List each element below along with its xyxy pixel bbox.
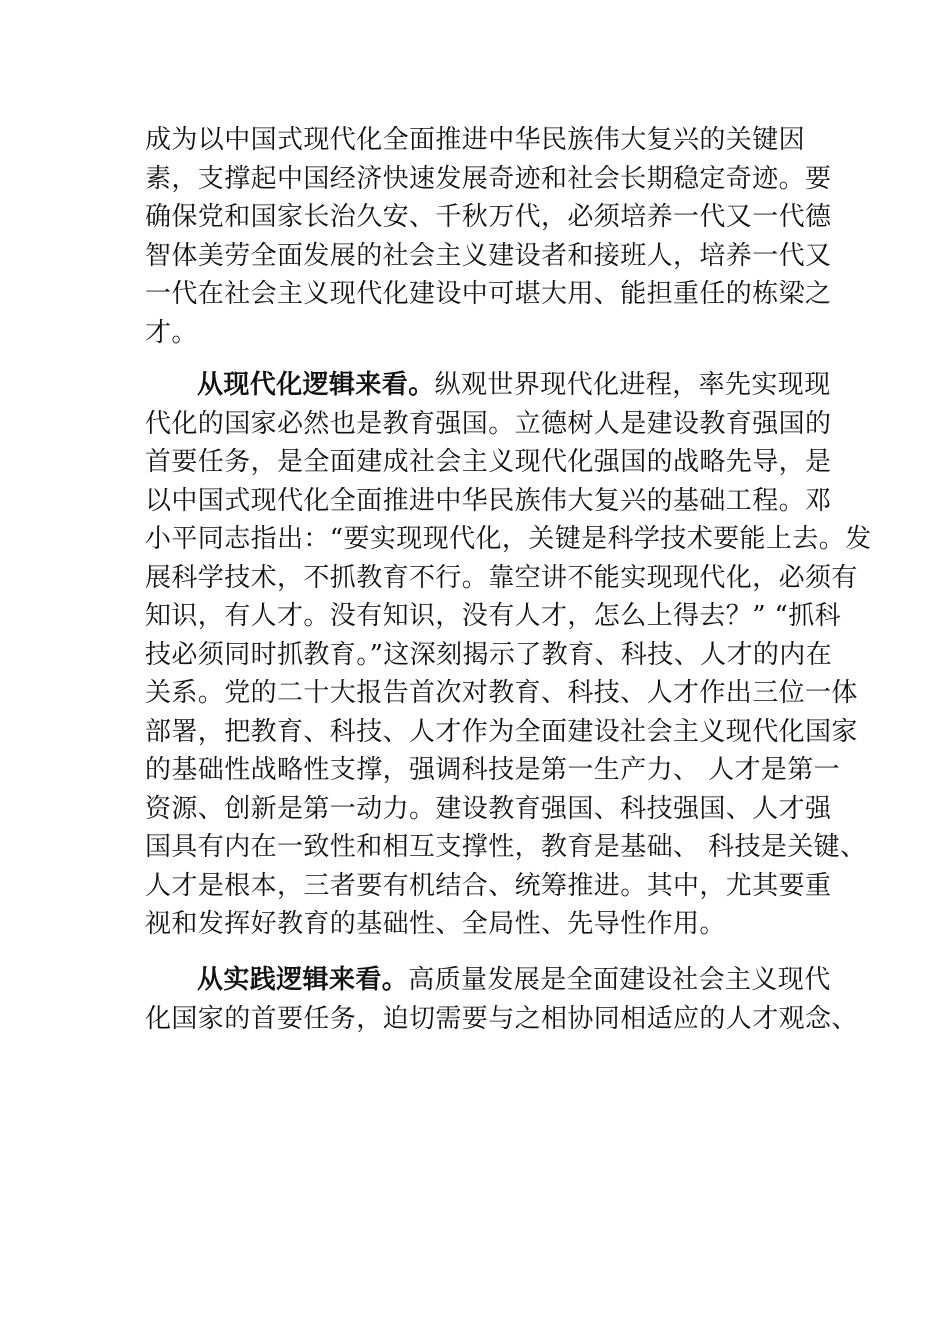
text-line: 才。 <box>145 317 198 348</box>
text-line: 知识，有人才。没有知识，没有人才，怎么上得去？” “抓科 <box>145 601 842 631</box>
text-line: 以中国式现代化全面推进中华民族伟大复兴的基础工程。邓 <box>145 485 832 516</box>
text-line: 一代在社会主义现代化建设中可堪大用、能担重任的栋梁之 <box>145 279 832 309</box>
paragraph-lead-heading: 从实践逻辑来看。 <box>197 965 409 995</box>
text-line: 资源、创新是第一动力。建设教育强国、科技强国、人才强 <box>145 793 832 824</box>
text-run: 高质量发展是全面建设社会主义现代 <box>408 965 831 995</box>
text-line: 智体美劳全面发展的社会主义建设者和接班人，培养一代又 <box>145 240 832 271</box>
text-line: 展科学技术，不抓教育不行。靠空讲不能实现现代化，必须有 <box>145 562 858 593</box>
text-line: 素，支撑起中国经济快速发展奇迹和社会长期稳定奇迹。要 <box>145 163 832 194</box>
text-line: 化国家的首要任务，迫切需要与之相协同相适应的人才观念、 <box>145 1003 858 1034</box>
text-line: 部署，把教育、科技、人才作为全面建设社会主义现代化国家 <box>145 716 858 747</box>
paragraph-1 <box>145 121 832 352</box>
text-line: 技必须同时抓教育。”这深刻揭示了教育、科技、人才的内在 <box>145 639 833 670</box>
text-line: 的基础性战略性支撑，强调科技是第一生产力、 人才是第一 <box>145 755 841 785</box>
text-line: 国具有内在一致性和相互支撑性，教育是基础、 科技是关键、 <box>145 832 867 862</box>
text-run: 纵观世界现代化进程，率先实现现 <box>434 370 831 400</box>
text-line: 代化的国家必然也是教育强国。立德树人是建设教育强国的 <box>145 408 832 439</box>
text-line-first <box>145 961 831 1000</box>
text-line: 视和发挥好教育的基础性、全局性、先导性作用。 <box>145 909 726 939</box>
text-line: 确保党和国家长治久安、千秋万代，必须培养一代又一代德 <box>145 202 832 232</box>
text-line-first <box>145 366 831 405</box>
paragraph-lead-heading: 从现代化逻辑来看。 <box>197 370 435 400</box>
text-line: 首要任务，是全面建成社会主义现代化强国的战略先导，是 <box>145 447 832 477</box>
text-line: 关系。党的二十大报告首次对教育、科技、人才作出三位一体 <box>145 678 858 708</box>
text-line: 成为以中国式现代化全面推进中华民族伟大复兴的关键因 <box>145 125 806 155</box>
paragraph-practice-logic <box>145 961 858 1038</box>
paragraph-modernization-logic <box>145 366 872 944</box>
text-line: 人才是根本，三者要有机结合、统筹推进。其中，尤其要重 <box>145 870 832 901</box>
text-line: 小平同志指出：“要实现现代化，关键是科学技术要能上去。发 <box>145 524 872 554</box>
